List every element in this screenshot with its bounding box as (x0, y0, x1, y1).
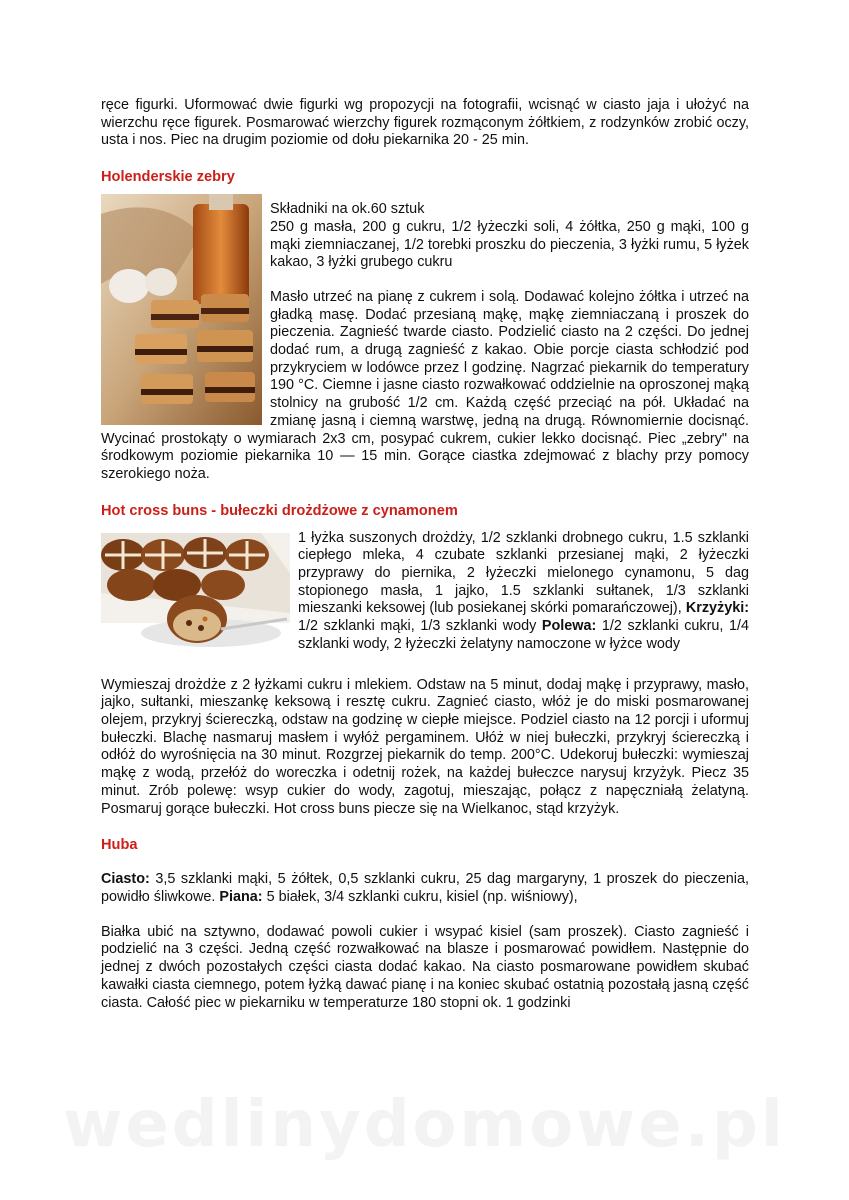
hot-cross-buns-photo (101, 533, 290, 658)
huba-method: Białka ubić na sztywno, dodawać powoli cukier i wsypać kisiel (sam proszek). Ciasto zagnieść i podzielić na 3 części. Jedną część rozwałkować na blasze i posmarować powidłem. Następnie do jednej z dwóch pozostałych części ciasta dodać kakao. Na ciasto posmarowane powidłem skubać kawałki ciasta ciemnego, potem łyżką dawać pianę i na koniec skubać ostatnią pozostałą jasną część ciasta. Całość piec w piekarniku w temperaturze 180 stopni ok. 1 godzinki (101, 923, 749, 1011)
zebry-method: Masło utrzeć na pianę z cukrem i solą. Dodawać kolejno żółtka i utrzeć na gładką masę. Dodać przesianą mąkę, mąkę ziemniaczaną i proszek do pieczenia. Zagnieść twarde ciasto. Podzielić ciasto na 2 części. Do jednej dodać rum, a drugą zagnieść z kakao. Obie porcje ciasta schłodzić pod przykryciem w lodówce przez l godzinę. Nagrzać piekarnik do temperatury 190 °C. Ciemne i jasne ciasto rozwałkować oddzielnie na oproszonej mąką stolnicy na grubość 1/2 cm. Każdą część przeciąć na pół. Układać na zmianę jasną i ciemną warstwę, jedną na drugą. Równomiernie docisnąć. Wycinać prostokąty o wymiarach 2x3 cm, posypać cukrem, cukier lekko docisnąć. Piec „zebry" na środkowym poziomie piekarnika 10 — 15 min. Gorące ciastka zdejmować z blachy przy pomocy szerokiego noża. (101, 288, 749, 482)
document-page (101, 97, 749, 1012)
zebry-photo (101, 194, 262, 425)
huba-ingredients (101, 871, 749, 906)
buns-method: Wymieszaj drożdże z 2 łyżkami cukru i mlekiem. Odstaw na 5 minut, dodaj mąkę i przyprawy, masło, jajko, sułtanki, mieszankę keksową i resztę cukru. Zagnieć ciasto, włóż je do miski posmarowanej olejem, przykryj ściereczką, odstaw na godzinę w ciepłe miejsce. Podziel ciasto na 12 porcji i uformuj bułeczki. Blachę nasmaruj masłem i wyłóż pergaminem. Ułóż w niej bułeczki, przykryj ściereczką i odłóż do wyrośnięcia na 30 minut. Rozgrzej piekarnik do temp. 200°C. Udekoruj bułeczki: wymieszaj mąkę z wodą, przełóż do woreczka i odetnij rożek, na każdej bułeczce narysuj krzyżyk. Piecz 35 minut. Zrób polewę: wsyp cukier do wody, zagotuj, mieszając, połącz z napęczniałą żelatyną. Posmaruj gorące bułeczki. Hot cross buns piecze się na Wielkanoc, stąd krzyżyk. (101, 676, 749, 817)
recipe-title-huba: Huba (101, 837, 138, 854)
intro-paragraph: ręce figurki. Uformować dwie figurki wg propozycji na fotografii, wcisnąć w ciasto jaja i ułożyć na wierzchu ręce figurek. Posmarować wierzchy figurek rozmąconym żółtkiem, z rodzynków zrobić oczy, usta i nos. Piec na drugim poziomie od dołu piekarnika 20 - 25 min. (101, 97, 749, 149)
buns-ingredients-text: 1 łyżka suszonych drożdży, 1/2 szklanki drobnego cukru, 1.5 szklanki ciepłego mleka, 4 czubate szklanki przesianej mąki, 2 łyżeczki przyprawy do piernika, 2 łyżeczki mielonego cynamonu, 5 dag stopionego masła, 1 jajko, 1.5 szklanki sułtanek, 1/3 szklanki mieszanki keksowej (lub posiekanej skórki pomarańczowej), (298, 529, 749, 617)
huba-dough-label: Ciasto: (101, 871, 150, 888)
buns-crosses-text: 1/2 szklanki mąki, 1/3 szklanki wody (298, 618, 537, 635)
buns-crosses-label: Krzyżyki: (685, 600, 750, 617)
recipe-title-hot-cross-buns: Hot cross buns - bułeczki drożdżowe z cynamonem (101, 502, 458, 519)
watermark: wedlinydomowe.pl (63, 1088, 786, 1162)
huba-dough-text: 3,5 szklanki mąki, 5 żółtek, 0,5 szklanki cukru, 25 dag margaryny, 1 proszek do pieczenia, powidło śliwkowe. (101, 871, 749, 905)
buns-glaze-label: Polewa: (541, 618, 597, 635)
buns-glaze-text: 1/2 szklanki cukru, 1/4 szklanki wody, 2 łyżeczki żelatyny namoczone w łyżce wody (298, 618, 750, 652)
huba-foam-text: 5 białek, 3/4 szklanki cukru, kisiel (np. wiśniowy), (266, 888, 578, 905)
zebry-ingredients: 250 g masła, 200 g cukru, 1/2 łyżeczki soli, 4 żółtka, 250 g mąki, 100 g mąki ziemniaczanej, 1/2 torebki proszku do pieczenia, 3 łyżki rumu, 5 łyżek kakao, 3 łyżki grubego cukru (270, 218, 749, 271)
zebry-servings: Składniki na ok.60 sztuk (270, 201, 425, 218)
recipe-title-zebry: Holenderskie zebry (101, 169, 235, 186)
huba-foam-label: Piana: (219, 888, 263, 905)
